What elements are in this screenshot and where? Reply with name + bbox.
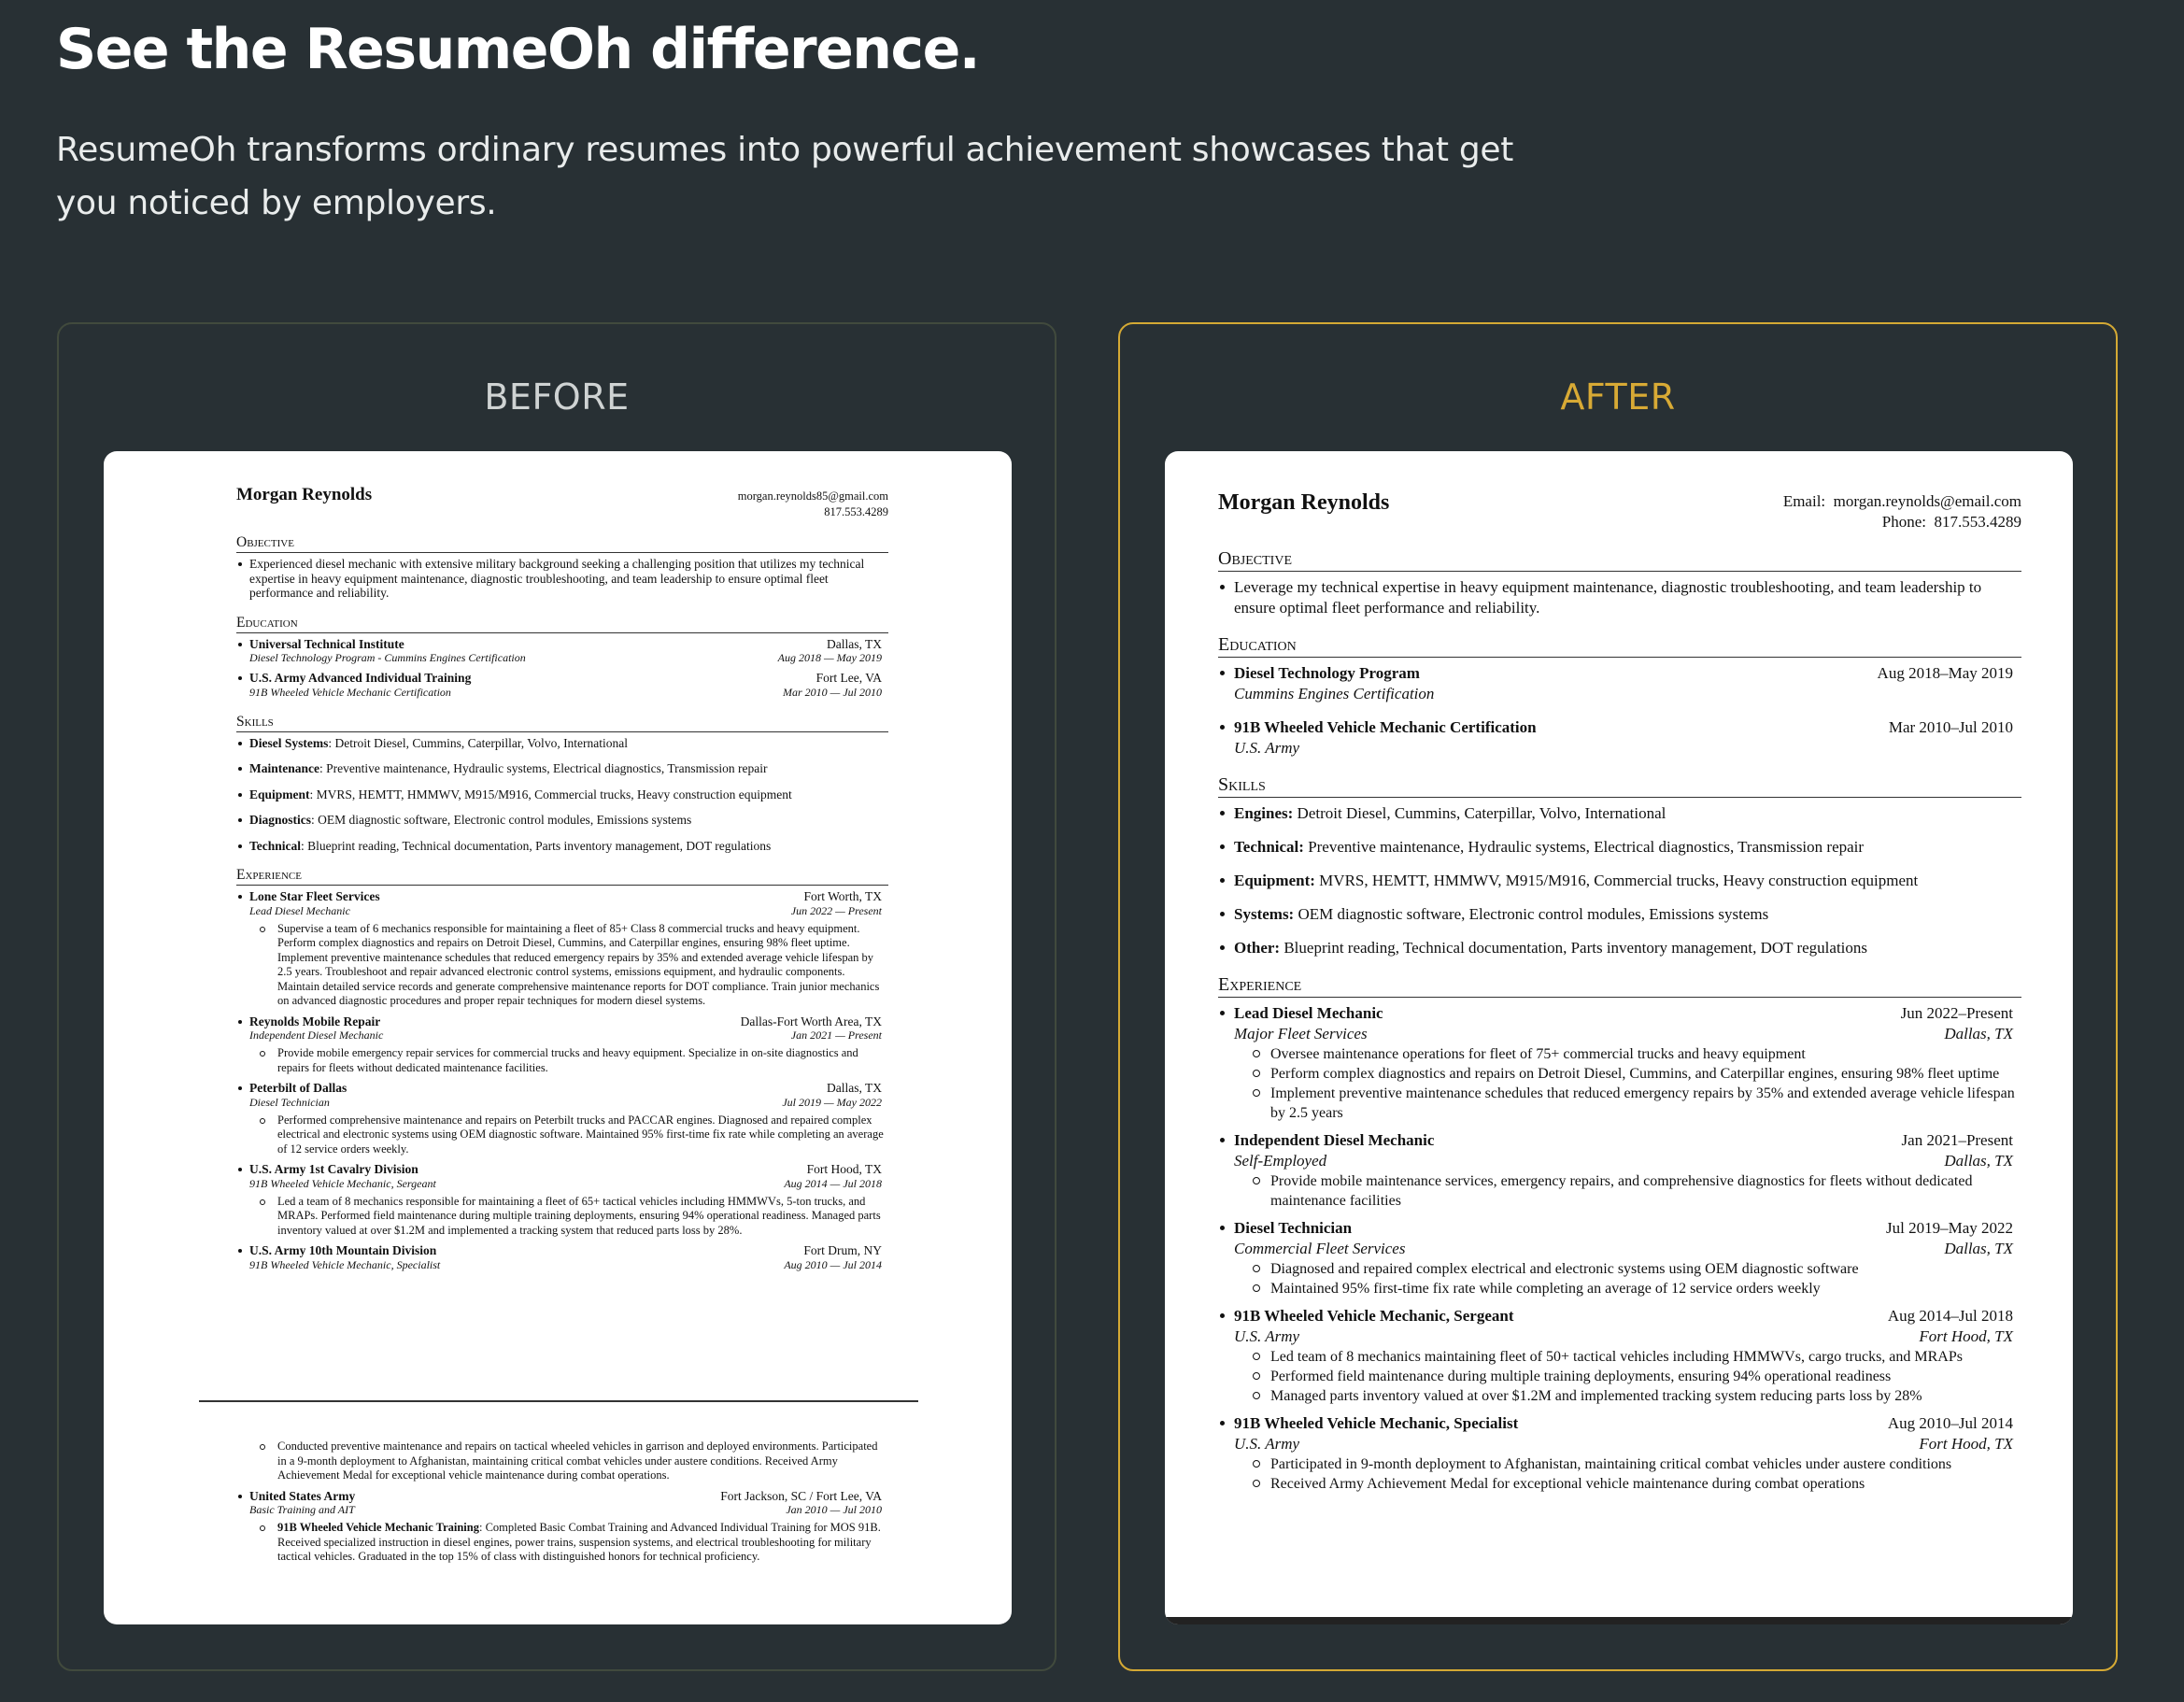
after-education-item bbox=[1218, 717, 2021, 759]
before-experience-item bbox=[236, 889, 888, 1009]
before-skill-item bbox=[236, 736, 888, 751]
before-experience-item bbox=[236, 1081, 888, 1156]
before-phone: 817.553.4289 bbox=[824, 505, 888, 518]
after-education-title: 91B Wheeled Vehicle Mechanic Certification bbox=[1234, 718, 1537, 736]
before-school: Universal Technical Institute bbox=[249, 636, 404, 651]
after-education-detail: U.S. Army bbox=[1234, 739, 1300, 757]
after-experience-heading: Experience bbox=[1218, 973, 2021, 998]
after-job-bullet: Provide mobile maintenance services, emergency repairs, and comprehensive diagnostics for fleets without dedicated maintenance facilities bbox=[1218, 1171, 2021, 1211]
after-job-title: 91B Wheeled Vehicle Mechanic, Sergeant bbox=[1234, 1307, 1514, 1325]
before-skill-text: : OEM diagnostic software, Electronic control modules, Emissions systems bbox=[311, 813, 692, 827]
after-education-heading: Education bbox=[1218, 633, 2021, 658]
before-role-row bbox=[236, 904, 888, 918]
after-experience-item bbox=[1218, 1413, 2021, 1494]
before-objective-text: Experienced diesel mechanic with extensive military background seeking a challenging position that utilizes my technical expertise in heavy equipment maintenance, diagnostic troubleshooting, and team leadership to ensure optimal fleet performance and reliability. bbox=[236, 557, 888, 601]
after-job-bullet: Participated in 9-month deployment to Afghanistan, maintaining critical combat vehicles under austere conditions bbox=[1218, 1454, 2021, 1474]
before-skill-item bbox=[236, 813, 888, 828]
before-experience-heading: Experience bbox=[236, 867, 888, 886]
after-objective-text: Leverage my technical expertise in heavy equipment maintenance, diagnostic troubleshooting, and team leadership to ensure optimal fleet performance and reliability. bbox=[1218, 577, 2021, 618]
before-company-location: Fort Jackson, SC / Fort Lee, VA bbox=[720, 1488, 882, 1503]
after-phone-label: Phone: bbox=[1881, 513, 1926, 531]
after-experience-row bbox=[1218, 1130, 2021, 1151]
after-experience-list bbox=[1218, 1003, 2021, 1494]
before-skill-item bbox=[236, 839, 888, 854]
before-company: Peterbilt of Dallas bbox=[249, 1081, 347, 1095]
after-resume-document bbox=[1165, 451, 2073, 1624]
before-school: U.S. Army Advanced Individual Training bbox=[249, 671, 472, 685]
before-experience-row bbox=[236, 889, 888, 904]
before-skills-list bbox=[236, 736, 888, 854]
after-job-bullet: Maintained 95% first-time fix rate while completing an average of 12 service orders weekly bbox=[1218, 1279, 2021, 1298]
before-education-detail-row bbox=[236, 686, 888, 700]
after-education-row bbox=[1218, 717, 2021, 738]
before-experience-row bbox=[236, 1243, 888, 1258]
page-headline: See the ResumeOh difference. bbox=[56, 17, 980, 82]
before-resume-page-1 bbox=[236, 485, 888, 1272]
after-skill-item bbox=[1218, 803, 2021, 824]
after-job-bullet: Managed parts inventory valued at over $1.2M and implemented tracking system reducing parts loss by 28% bbox=[1218, 1386, 2021, 1406]
after-company-row bbox=[1218, 1434, 2021, 1454]
before-education-detail: 91B Wheeled Vehicle Mechanic Certification bbox=[249, 685, 451, 699]
before-email: morgan.reynolds85@gmail.com bbox=[737, 489, 888, 503]
before-role: 91B Wheeled Vehicle Mechanic, Specialist bbox=[249, 1257, 441, 1271]
after-skill-item bbox=[1218, 938, 2021, 958]
before-company-location: Dallas-Fort Worth Area, TX bbox=[740, 1014, 882, 1028]
page-subheadline: ResumeOh transforms ordinary resumes into powerful achievement showcases that get you noticed by employers. bbox=[56, 131, 1514, 222]
after-company-row bbox=[1218, 1239, 2021, 1259]
before-skill-label: Equipment bbox=[249, 787, 310, 801]
after-skill-label: Engines: bbox=[1234, 804, 1294, 822]
before-education-item bbox=[236, 671, 888, 700]
after-company-location: Dallas, TX bbox=[1944, 1152, 2013, 1170]
before-education-row bbox=[236, 671, 888, 686]
before-skill-item bbox=[236, 787, 888, 802]
after-company-row bbox=[1218, 1326, 2021, 1347]
before-role-dates: Aug 2010 — Jul 2014 bbox=[784, 1257, 882, 1271]
before-experience-item bbox=[236, 1243, 888, 1272]
before-experience-description: Supervise a team of 6 mechanics responsible for maintaining a fleet of 85+ Class 8 commercial trucks and heavy equipment. Perform complex diagnostics and repairs on Detroit Diesel, Cummins, and Caterpillar engines, ensuring 98% fleet uptime. Implement preventive maintenance schedules that reduced emergency repairs by 35% and extended average vehicle lifespan by 2.5 years. Troubleshoot and repair advanced electronic control systems, emissions equipment, and hydraulic components. Maintain detailed service records and generate comprehensive maintenance reports for DOT compliance. Train junior mechanics on advanced diagnostic procedures and proper repair techniques for modern diesel systems. bbox=[236, 922, 888, 1009]
after-experience-row bbox=[1218, 1218, 2021, 1239]
before-education-list bbox=[236, 637, 888, 700]
after-email-line bbox=[1783, 491, 2021, 512]
before-experience-item bbox=[236, 1489, 888, 1565]
before-role: Basic Training and AIT bbox=[249, 1503, 355, 1516]
after-job-dates: Aug 2014–Jul 2018 bbox=[1887, 1307, 2013, 1325]
after-page-bottom-edge bbox=[1165, 1617, 2073, 1624]
after-job-title: 91B Wheeled Vehicle Mechanic, Specialist bbox=[1234, 1414, 1519, 1432]
after-skill-text: Preventive maintenance, Hydraulic systems, Electrical diagnostics, Transmission repair bbox=[1303, 838, 1865, 856]
after-skill-text: MVRS, HEMTT, HMMWV, M915/M916, Commercial trucks, Heavy construction equipment bbox=[1314, 872, 1919, 889]
before-experience-item bbox=[236, 1014, 888, 1076]
after-skill-text: Detroit Diesel, Cummins, Caterpillar, Volvo, International bbox=[1293, 804, 1666, 822]
before-school-location: Fort Lee, VA bbox=[815, 671, 882, 685]
before-skill-text: : Detroit Diesel, Cummins, Caterpillar, Volvo, International bbox=[328, 735, 629, 750]
before-company: Lone Star Fleet Services bbox=[249, 889, 380, 903]
after-job-bullet: Received Army Achievement Medal for exceptional vehicle maintenance during combat operations bbox=[1218, 1474, 2021, 1494]
before-experience-description: Provide mobile emergency repair services for commercial trucks and heavy equipment. Specialize in on-site diagnostics and repairs for fleets without dedicated maintenance facilities. bbox=[236, 1046, 888, 1075]
before-training-label: 91B Wheeled Vehicle Mechanic Training bbox=[277, 1521, 479, 1534]
after-skill-text: Blueprint reading, Technical documentation, Parts inventory management, DOT regulations bbox=[1280, 939, 1868, 957]
after-job-title: Diesel Technician bbox=[1234, 1219, 1353, 1237]
before-contact bbox=[738, 489, 888, 520]
before-education-item bbox=[236, 637, 888, 666]
after-job-bullet: Oversee maintenance operations for fleet of 75+ commercial trucks and heavy equipment bbox=[1218, 1044, 2021, 1064]
before-candidate-name: Morgan Reynolds bbox=[236, 485, 373, 504]
before-company-location: Dallas, TX bbox=[827, 1081, 882, 1095]
before-experience-list bbox=[236, 889, 888, 1272]
after-job-bullet: Led team of 8 mechanics maintaining fleet of 50+ tactical vehicles including HMMWVs, cargo trucks, and MRAPs bbox=[1218, 1347, 2021, 1367]
after-job-bullet: Performed field maintenance during multiple training deployments, ensuring 94% operational readiness bbox=[1218, 1367, 2021, 1386]
before-company: Reynolds Mobile Repair bbox=[249, 1014, 381, 1028]
after-education-title: Diesel Technology Program bbox=[1234, 664, 1420, 682]
after-education-detail: Cummins Engines Certification bbox=[1234, 685, 1435, 702]
after-skill-item bbox=[1218, 904, 2021, 925]
before-label: BEFORE bbox=[484, 376, 630, 418]
before-skill-text: : MVRS, HEMTT, HMMWV, M915/M916, Commercial trucks, Heavy construction equipment bbox=[309, 787, 792, 801]
before-role: Diesel Technician bbox=[249, 1095, 330, 1109]
after-candidate-name: Morgan Reynolds bbox=[1218, 490, 1390, 515]
after-company-location: Fort Hood, TX bbox=[1919, 1435, 2013, 1453]
after-objective-heading: Objective bbox=[1218, 547, 2021, 572]
before-skill-label: Diagnostics bbox=[249, 813, 312, 827]
before-resume-page-2 bbox=[236, 1440, 888, 1565]
before-role-dates: Jan 2021 — Present bbox=[790, 1028, 882, 1042]
after-company-location: Dallas, TX bbox=[1944, 1025, 2013, 1042]
before-role-dates: Aug 2014 — Jul 2018 bbox=[784, 1176, 882, 1190]
before-role: Lead Diesel Mechanic bbox=[249, 903, 350, 917]
after-experience-row bbox=[1218, 1003, 2021, 1024]
after-skill-label: Systems: bbox=[1234, 905, 1295, 923]
before-experience-description bbox=[236, 1521, 888, 1565]
after-skill-label: Equipment: bbox=[1234, 872, 1315, 889]
before-panel bbox=[57, 322, 1057, 1671]
after-job-dates: Jul 2019–May 2022 bbox=[1886, 1219, 2013, 1237]
before-company-location: Fort Drum, NY bbox=[803, 1243, 882, 1257]
after-company: Self-Employed bbox=[1234, 1152, 1327, 1170]
after-experience-item bbox=[1218, 1130, 2021, 1211]
after-experience-row bbox=[1218, 1413, 2021, 1434]
before-experience-description: Conducted preventive maintenance and repairs on tactical wheeled vehicles in garrison and deployed environments. Participated in a 9-month deployment to Afghanistan, maintaining critical combat vehicles under austere conditions. Received Army Achievement Medal for exceptional vehicle maintenance during combat operations. bbox=[236, 1440, 888, 1483]
before-experience-description: Led a team of 8 mechanics responsible for maintaining a fleet of 65+ tactical vehicles including HMMWVs, 5-ton trucks, and MRAPs. Performed field maintenance during multiple training deployments, ensuring 94% operational readiness. Managed parts inventory valued at over $1.2M and implemented a tracking system that reduced parts loss by 28%. bbox=[236, 1195, 888, 1239]
before-resume-header bbox=[236, 485, 888, 520]
after-experience-row bbox=[1218, 1306, 2021, 1326]
before-experience-row bbox=[236, 1081, 888, 1096]
before-skills-heading: Skills bbox=[236, 714, 888, 732]
after-company: U.S. Army bbox=[1234, 1327, 1300, 1345]
after-company-row bbox=[1218, 1151, 2021, 1171]
after-job-bullet: Implement preventive maintenance schedules that reduced emergency repairs by 35% and extended average vehicle lifespan by 2.5 years bbox=[1218, 1084, 2021, 1123]
before-company-location: Fort Hood, TX bbox=[806, 1162, 882, 1176]
after-company: U.S. Army bbox=[1234, 1435, 1300, 1453]
after-skill-label: Technical: bbox=[1234, 838, 1304, 856]
after-label: AFTER bbox=[1560, 376, 1676, 418]
after-skills-heading: Skills bbox=[1218, 773, 2021, 798]
after-company-row bbox=[1218, 1024, 2021, 1044]
after-job-dates: Aug 2010–Jul 2014 bbox=[1887, 1414, 2013, 1432]
before-role-row bbox=[236, 1503, 888, 1517]
after-education-dates: Aug 2018–May 2019 bbox=[1877, 664, 2013, 682]
after-skill-label: Other: bbox=[1234, 939, 1281, 957]
before-education-detail-row bbox=[236, 651, 888, 665]
before-role-dates: Jul 2019 — May 2022 bbox=[782, 1095, 882, 1109]
after-company: Major Fleet Services bbox=[1234, 1025, 1368, 1042]
after-email-label: Email: bbox=[1782, 492, 1826, 510]
before-experience-row bbox=[236, 1162, 888, 1177]
after-job-bullet: Diagnosed and repaired complex electrical and electronic systems using OEM diagnostic software bbox=[1218, 1259, 2021, 1279]
after-job-dates: Jan 2021–Present bbox=[1901, 1131, 2013, 1149]
before-objective-heading: Objective bbox=[236, 534, 888, 553]
after-skills-list bbox=[1218, 803, 2021, 958]
after-company-location: Fort Hood, TX bbox=[1919, 1327, 2013, 1345]
before-role-dates: Jun 2022 — Present bbox=[790, 903, 882, 917]
after-experience-item bbox=[1218, 1306, 2021, 1406]
after-skill-item bbox=[1218, 837, 2021, 858]
after-resume-page bbox=[1218, 489, 2021, 1494]
before-school-location: Dallas, TX bbox=[827, 636, 882, 651]
before-role-row bbox=[236, 1028, 888, 1042]
after-job-title: Lead Diesel Mechanic bbox=[1234, 1004, 1383, 1022]
after-panel bbox=[1118, 322, 2118, 1671]
after-education-dates: Mar 2010–Jul 2010 bbox=[1888, 718, 2013, 736]
before-company: U.S. Army 1st Cavalry Division bbox=[249, 1162, 418, 1176]
after-contact bbox=[1783, 491, 2021, 532]
before-education-row bbox=[236, 637, 888, 652]
before-skill-item bbox=[236, 761, 888, 776]
before-company-location: Fort Worth, TX bbox=[803, 889, 882, 903]
after-company: Commercial Fleet Services bbox=[1234, 1240, 1406, 1257]
after-resume-header bbox=[1218, 489, 2021, 532]
after-skill-text: OEM diagnostic software, Electronic control modules, Emissions systems bbox=[1294, 905, 1769, 923]
before-resume-document bbox=[104, 451, 1012, 1624]
after-education-item bbox=[1218, 663, 2021, 704]
after-email: morgan.reynolds@email.com bbox=[1833, 492, 2021, 510]
before-experience-item bbox=[236, 1162, 888, 1238]
before-company: U.S. Army 10th Mountain Division bbox=[249, 1243, 437, 1257]
before-experience-row bbox=[236, 1489, 888, 1504]
after-experience-item bbox=[1218, 1003, 2021, 1123]
before-education-detail: Diesel Technology Program - Cummins Engines Certification bbox=[249, 651, 526, 664]
before-education-dates: Mar 2010 — Jul 2010 bbox=[783, 685, 882, 699]
after-job-bullet: Perform complex diagnostics and repairs on Detroit Diesel, Cummins, and Caterpillar engines, ensuring 98% fleet uptime bbox=[1218, 1064, 2021, 1084]
before-education-dates: Aug 2018 — May 2019 bbox=[777, 651, 882, 664]
before-experience-row bbox=[236, 1014, 888, 1029]
before-role-row bbox=[236, 1177, 888, 1191]
before-role: Independent Diesel Mechanic bbox=[249, 1028, 384, 1042]
after-experience-item bbox=[1218, 1218, 2021, 1298]
before-role-dates: Jan 2010 — Jul 2010 bbox=[786, 1503, 882, 1516]
after-job-title: Independent Diesel Mechanic bbox=[1234, 1131, 1435, 1149]
after-phone: 817.553.4289 bbox=[1934, 513, 2021, 531]
after-phone-line bbox=[1783, 512, 2021, 532]
before-skill-text: : Blueprint reading, Technical documentation, Parts inventory management, DOT regulations bbox=[301, 838, 772, 853]
before-experience-description: Performed comprehensive maintenance and repairs on Peterbilt trucks and PACCAR engines. Diagnosed and repaired complex electrical and electronic systems using OEM diagnostic software. Maintained 95% first-time fix rate while completing an average of 12 service orders weekly. bbox=[236, 1113, 888, 1157]
before-role: 91B Wheeled Vehicle Mechanic, Sergeant bbox=[249, 1176, 436, 1190]
before-company: United States Army bbox=[249, 1488, 356, 1503]
after-company-location: Dallas, TX bbox=[1944, 1240, 2013, 1257]
before-skill-text: : Preventive maintenance, Hydraulic systems, Electrical diagnostics, Transmission repair bbox=[319, 761, 768, 775]
after-education-list bbox=[1218, 663, 2021, 759]
before-skill-label: Diesel Systems bbox=[249, 735, 329, 750]
before-role-row bbox=[236, 1258, 888, 1272]
after-job-dates: Jun 2022–Present bbox=[1900, 1004, 2013, 1022]
page-break-divider bbox=[199, 1400, 918, 1402]
before-education-heading: Education bbox=[236, 615, 888, 633]
after-education-row bbox=[1218, 663, 2021, 684]
after-skill-item bbox=[1218, 871, 2021, 891]
before-skill-label: Technical bbox=[249, 838, 302, 853]
before-training-text: : Completed Basic Combat Training and Advanced Individual Training for MOS 91B. Received specialized instruction in diesel engines, power trains, suspension systems, and electrical troubleshooting for military tactical vehicles. Graduated in the top 15% of class with distinguished honors for technical proficiency. bbox=[277, 1521, 881, 1563]
before-skill-label: Maintenance bbox=[249, 761, 319, 775]
before-role-row bbox=[236, 1096, 888, 1110]
